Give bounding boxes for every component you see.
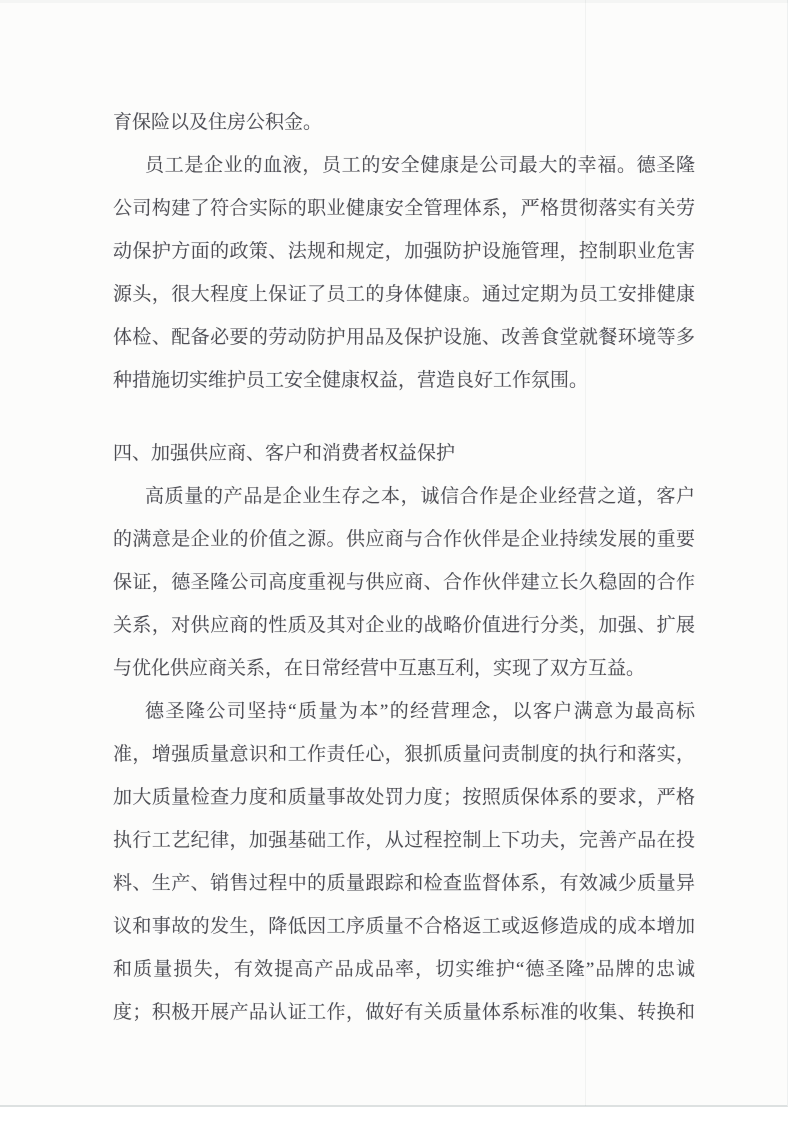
text-line: 执行工艺纪律，加强基础工作，从过程控制上下功夫，完善产品在投 bbox=[113, 830, 695, 851]
section-heading: 四、加强供应商、客户和消费者权益保护 bbox=[113, 443, 456, 464]
text-line: 种措施切实维护员工安全健康权益，营造良好工作氛围。 bbox=[113, 370, 589, 391]
text-line: 和质量损失，有效提高产品成品率，切实维护“德圣隆”品牌的忠诚 bbox=[113, 959, 695, 980]
document-text-block bbox=[113, 101, 695, 1034]
text-line: 度；积极开展产品认证工作，做好有关质量体系标准的收集、转换和 bbox=[113, 1002, 695, 1023]
paragraph bbox=[113, 690, 695, 1034]
text-line: 高质量的产品是企业生存之本，诚信合作是企业经营之道，客户 bbox=[145, 486, 695, 507]
text-line: 准，增强质量意识和工作责任心，狠抓质量问责制度的执行和落实， bbox=[113, 744, 695, 765]
text-line: 体检、配备必要的劳动防护用品及保护设施、改善食堂就餐环境等多 bbox=[113, 327, 695, 348]
text-line: 料、生产、销售过程中的质量跟踪和检查监督体系，有效减少质量异 bbox=[113, 873, 695, 894]
text-line: 公司构建了符合实际的职业健康安全管理体系，严格贯彻落实有关劳 bbox=[113, 198, 695, 219]
text-line: 保证，德圣隆公司高度重视与供应商、合作伙伴建立长久稳固的合作 bbox=[113, 572, 695, 593]
text-line: 关系，对供应商的性质及其对企业的战略价值进行分类，加强、扩展 bbox=[113, 615, 695, 636]
text-line: 加大质量检查力度和质量事故处罚力度；按照质保体系的要求，严格 bbox=[113, 787, 695, 808]
text-line: 员工是企业的血液，员工的安全健康是公司最大的幸福。德圣隆 bbox=[145, 155, 695, 176]
text-line: 与优化供应商关系，在日常经营中互惠互利，实现了双方互益。 bbox=[113, 658, 646, 679]
scan-top-edge-grain bbox=[0, 0, 788, 3]
paragraph bbox=[113, 475, 695, 690]
text-line: 议和事故的发生，降低因工序质量不合格返工或返修造成的成本增加 bbox=[113, 916, 695, 937]
text-line: 育保险以及住房公积金。 bbox=[113, 112, 323, 133]
text-line: 德圣隆公司坚持“质量为本”的经营理念，以客户满意为最高标 bbox=[145, 701, 695, 722]
text-line: 的满意是企业的价值之源。供应商与合作伙伴是企业持续发展的重要 bbox=[113, 529, 695, 550]
text-line: 源头，很大程度上保证了员工的身体健康。通过定期为员工安排健康 bbox=[113, 284, 695, 305]
text-line: 动保护方面的政策、法规和规定，加强防护设施管理，控制职业危害 bbox=[113, 241, 695, 262]
paragraph bbox=[113, 101, 695, 402]
